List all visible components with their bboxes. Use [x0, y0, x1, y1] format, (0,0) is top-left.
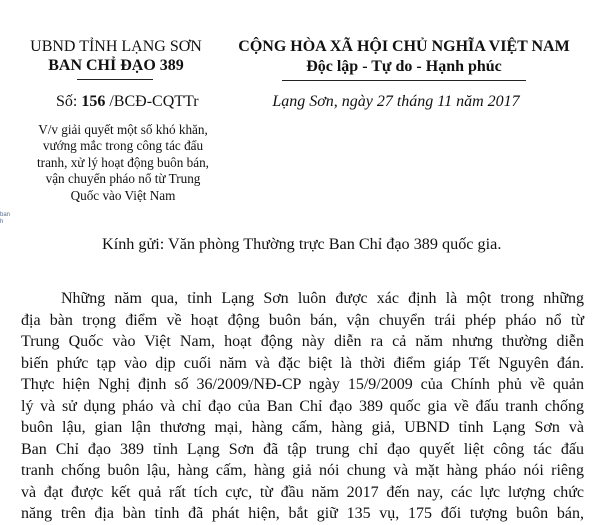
body-line: biến phức tạp vào dịp cuối năm và đặc biệt là thời điểm giáp Tết Nguyên đán. — [21, 354, 584, 372]
document-number-suffix: /BCĐ-CQTTr — [105, 93, 199, 110]
subject-line: vướng mắc trong công tác đấu — [42, 138, 204, 154]
body-line: Thực hiện Nghị định số 36/2009/NĐ-CP ngày 15/9/2009 của Chính phủ về quản — [21, 376, 584, 393]
body-line: buôn lậu, gian lận thương mại, hàng cấm, hàng giả, UBND tỉnh Lạng Sơn và — [21, 419, 584, 436]
header-divider-right — [282, 80, 526, 81]
body-line: lý và sử dụng pháo và chỉ đạo của Ban Chỉ đạo 389 quốc gia về đấu tranh chống — [21, 397, 584, 415]
received-stamp-fragment — [0, 212, 14, 226]
salutation: Kính gửi: Văn phòng Thường trực Ban Chỉ đạo 389 quốc gia. — [102, 235, 502, 253]
subject-line: V/v giải quyết một số khó khăn, — [38, 122, 208, 137]
document-number — [56, 93, 199, 111]
document-number-label: Số: — [56, 93, 82, 110]
header-divider-left — [77, 79, 153, 80]
body-line: Những năm qua, tỉnh Lạng Sơn luôn được xác định là một trong những — [61, 290, 584, 307]
place-and-date: Lạng Sơn, ngày 27 tháng 11 năm 2017 — [272, 93, 520, 110]
issuing-agency: UBND TỈNH LẠNG SƠN — [30, 38, 202, 55]
subject-line: tranh, xử lý hoạt động buôn bán, — [37, 154, 209, 170]
body-line: Ban Chỉ đạo 389 tỉnh Lạng Sơn đã tập trung chỉ đạo quyết liệt công tác đấu — [21, 440, 584, 458]
document-number-value: 156 — [81, 93, 106, 110]
stamp-text: ban — [0, 212, 11, 218]
body-line: Trung Quốc vào Việt Nam, hoạt động này diễn ra cả năm nhưng thường diễn — [21, 333, 584, 350]
issuing-board: BAN CHỈ ĐẠO 389 — [48, 57, 184, 74]
body-paragraph — [21, 288, 584, 525]
national-title: CỘNG HÒA XÃ HỘI CHỦ NGHĨA VIỆT NAM — [238, 38, 570, 55]
body-line: tranh chống buôn lậu, hàng cấm, hàng giả nói chung và mặt hàng pháo nói riêng — [21, 462, 584, 479]
national-motto: Độc lập - Tự do - Hạnh phúc — [306, 58, 502, 75]
subject-line: vận chuyển pháo nổ từ Trung — [45, 171, 201, 187]
subject-line: Quốc vào Việt Nam — [70, 187, 176, 203]
body-line: và đạt được kết quả rất tích cực, từ đầu năm 2017 đến nay, các lực lượng chức — [21, 483, 584, 501]
subject-block — [16, 122, 230, 204]
body-line: năng trên địa bàn tỉnh đã phát hiện, bắt giữ 135 vụ, 175 đối tượng buôn bán, — [21, 505, 584, 522]
body-line: địa bàn trọng điểm về hoạt động buôn bán, vận chuyển trái phép pháo nổ từ — [21, 311, 584, 329]
stamp-text: h — [0, 219, 4, 225]
